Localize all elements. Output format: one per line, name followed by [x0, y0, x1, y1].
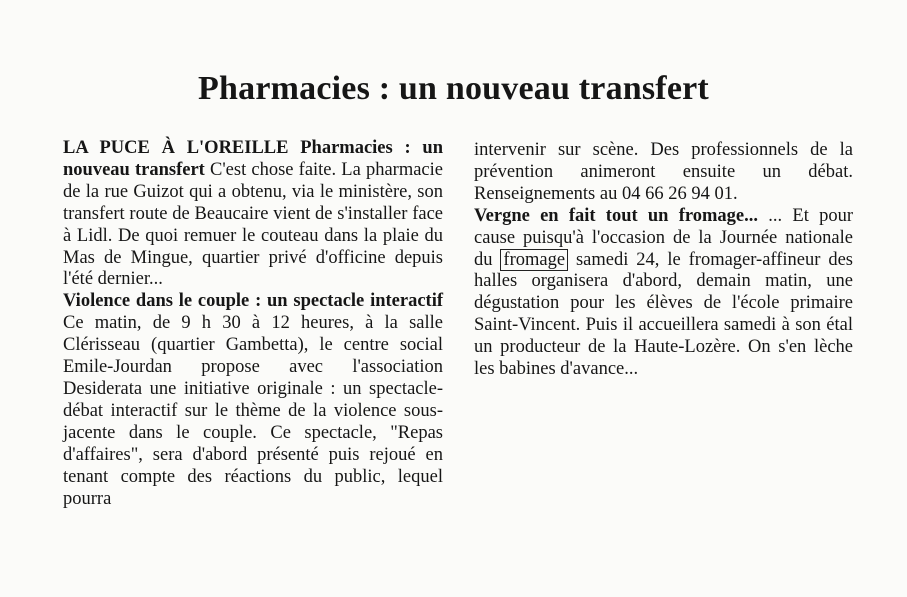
item-fromage-body-start: ... Et pour cause puisqu'à l'occasion de la Journée nationale du: [474, 205, 853, 270]
item-pharmacies-lead: Pharmacies : un nouveau transfert: [63, 138, 443, 180]
item-fromage-body-end: samedi 24, le fromager-affineur des halles organisera d'abord, demain matin, une dégustation pour les élèves de l'école primaire Saint-Vincent. Puis il accueillera samedi à son étal un producteur de la Haute-Lozère. On s'en lèche les babines d'avance...: [474, 249, 853, 380]
column-kicker: LA PUCE À L'OREILLE: [63, 138, 289, 158]
item-fromage: [474, 206, 853, 381]
item-fromage-lead: Vergne en fait tout un fromage...: [474, 205, 759, 226]
item-pharmacies: [63, 138, 443, 291]
item-violence: [63, 291, 443, 510]
item-violence-continued: intervenir sur scène. Des professionnels de la prévention animeront ensuite un débat. Renseignements au 04 66 26 94 01.: [474, 140, 853, 204]
article-headline: Pharmacies : un nouveau transfert: [198, 70, 709, 107]
item-violence-body: Ce matin, de 9 h 30 à 12 heures, à la salle Clérisseau (quartier Gambetta), le centre social Emile-Jourdan propose avec l'association Desiderata une initiative originale : un spectacle-débat interactif sur le thème de la violence sous-jacente dans le couple. Ce spectacle, "Repas d'affaires", sera d'abord présenté puis rejoué en tenant compte des réactions du public, lequel pourra: [63, 313, 443, 509]
right-column: [474, 140, 853, 381]
left-column: [63, 138, 443, 510]
item-violence-lead: Violence dans le couple : un spectacle interactif: [63, 291, 443, 312]
item-pharmacies-body: C'est chose faite. La pharmacie de la rue Guizot qui a obtenu, via le ministère, son transfert route de Beaucaire vient de s'installer face à Lidl. De quoi remuer le couteau dans la plaie du Mas de Mingue, quartier privé d'officine depuis l'été dernier...: [63, 159, 443, 290]
boxed-word-fromage: fromage: [500, 249, 568, 271]
